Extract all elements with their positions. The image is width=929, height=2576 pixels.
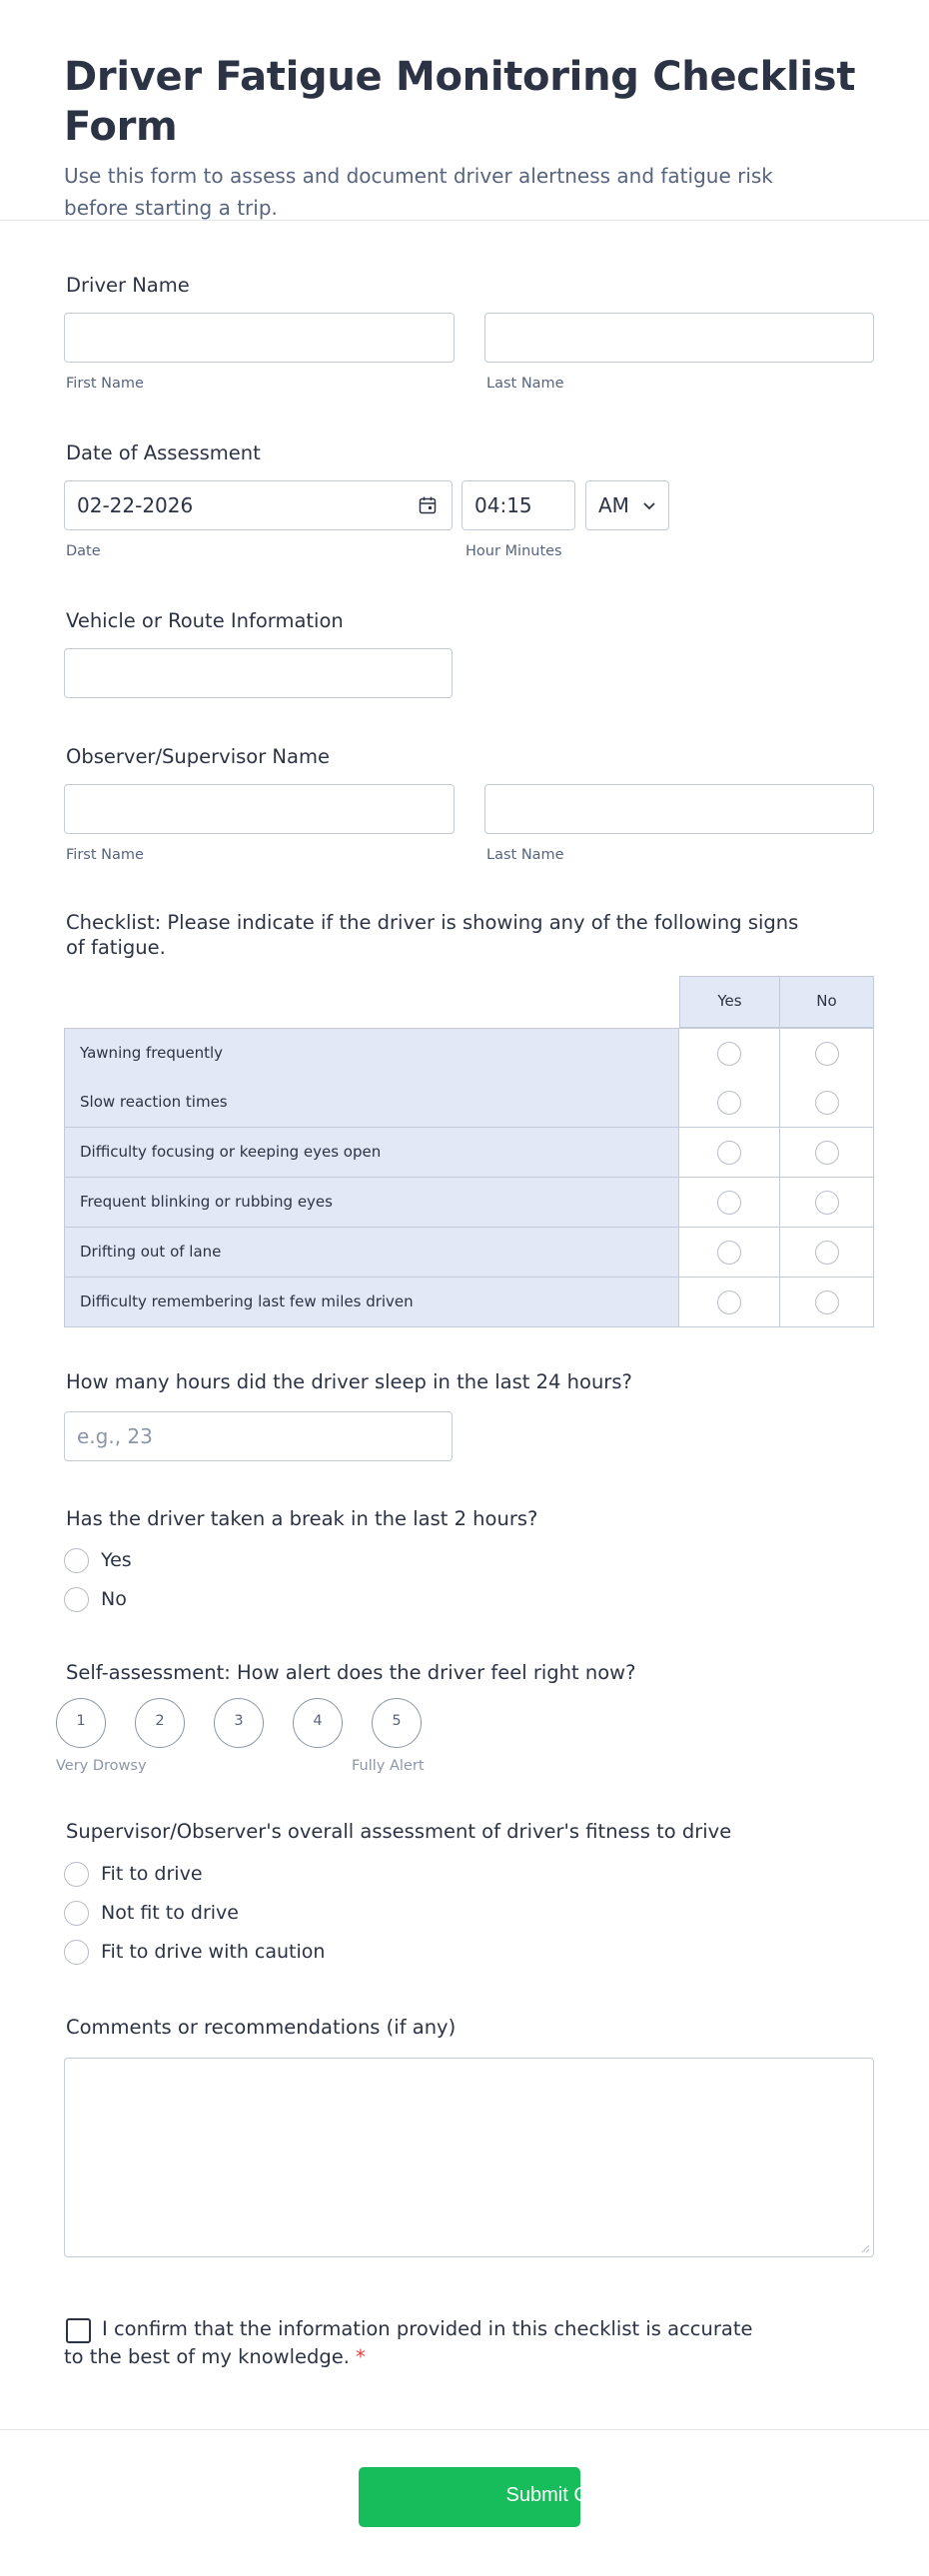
required-mark: *: [355, 2345, 366, 2368]
time-sublabel: Hour Minutes: [465, 543, 562, 559]
matrix-cell-yes: [679, 1278, 780, 1327]
fitness-option-not-fit-label: Not fit to drive: [101, 1902, 239, 1924]
matrix-row-label: Slow reaction times: [80, 1093, 228, 1111]
resize-grip-icon[interactable]: [860, 2243, 870, 2253]
scale-option-1[interactable]: [56, 1698, 106, 1748]
matrix-radio-yes[interactable]: [717, 1091, 741, 1115]
sleep-label: How many hours did the driver sleep in the last 24 hours?: [66, 1370, 632, 1393]
observer-first-name-input[interactable]: [64, 784, 455, 834]
checklist-label: Checklist: Please indicate if the driver is showing any of the following signs of fatigue.: [66, 911, 799, 959]
form-header: [0, 0, 929, 221]
matrix-row-label-cell: [64, 1178, 679, 1228]
date-input[interactable]: [64, 480, 453, 530]
matrix-header-no: [779, 976, 874, 1028]
break-option-no-label: No: [101, 1588, 127, 1610]
driver-name-label: Driver Name: [66, 274, 190, 297]
ampm-select[interactable]: [585, 480, 669, 530]
sleep-label-wrap: [64, 1368, 873, 1396]
matrix-row: [64, 1178, 874, 1228]
driver-first-name-input[interactable]: [64, 313, 455, 363]
scale-option-1-label: 1: [76, 1713, 86, 1729]
scale-option-2[interactable]: [135, 1698, 185, 1748]
matrix-cell-yes: [679, 1128, 780, 1178]
sleep-hours-input[interactable]: [64, 1411, 453, 1461]
radio-circle[interactable]: [64, 1587, 89, 1612]
scale-option-3[interactable]: [214, 1698, 264, 1748]
form-subtitle: Use this form to assess and document driver alertness and fatigue risk before starting a trip.: [64, 164, 773, 220]
observer-last-name-input[interactable]: [484, 784, 874, 834]
fitness-label-wrap: [64, 1818, 873, 1846]
matrix-row: [64, 1028, 874, 1078]
matrix-cell-yes: [679, 1029, 780, 1079]
radio-circle[interactable]: [64, 1940, 89, 1965]
driver-last-name-input[interactable]: [484, 313, 874, 363]
time-value: 04:15: [474, 493, 532, 517]
matrix-row-label-cell: [64, 1228, 679, 1278]
scale-option-3-label: 3: [234, 1713, 244, 1729]
submit-button[interactable]: [359, 2467, 655, 2527]
scale-option-5[interactable]: [372, 1698, 422, 1748]
date-sublabel: Date: [66, 543, 101, 559]
matrix-cell-no: [780, 1078, 874, 1128]
driver-name-label-wrap: [64, 272, 873, 300]
matrix-row-label-cell: [64, 1078, 679, 1128]
radio-circle[interactable]: [64, 1548, 89, 1573]
matrix-row: [64, 1128, 874, 1178]
matrix-cell-no: [780, 1029, 874, 1079]
self-assessment-label: Self-assessment: How alert does the driver feel right now?: [66, 1661, 636, 1684]
scale-option-4-label: 4: [313, 1713, 323, 1729]
matrix-row-label-cell: [64, 1128, 679, 1178]
matrix-row-label: Frequent blinking or rubbing eyes: [80, 1193, 333, 1211]
ampm-value: AM: [598, 493, 629, 517]
matrix-radio-no[interactable]: [815, 1290, 839, 1314]
time-input[interactable]: [462, 480, 575, 530]
fitness-option-caution-label: Fit to drive with caution: [101, 1941, 326, 1963]
driver-first-name-sublabel: First Name: [66, 376, 144, 392]
chevron-down-icon: [642, 499, 656, 513]
matrix-header-no-label: No: [816, 992, 837, 1010]
matrix-cell-no: [780, 1178, 874, 1228]
matrix-radio-no[interactable]: [815, 1241, 839, 1265]
date-label-wrap: [64, 439, 873, 467]
submit-button-label: Submit Checklist: [505, 2484, 655, 2506]
comments-textarea[interactable]: [64, 2058, 874, 2257]
matrix-row-label: Drifting out of lane: [80, 1243, 222, 1261]
matrix-cell-no: [780, 1128, 874, 1178]
confirm-text: I confirm that the information provided in this checklist is accurate to the best of my knowledge.: [64, 2317, 753, 2368]
matrix-row: [64, 1228, 874, 1278]
break-label-wrap: [64, 1505, 873, 1533]
observer-label: Observer/Supervisor Name: [66, 745, 330, 768]
matrix-radio-no[interactable]: [815, 1141, 839, 1165]
sleep-hours-placeholder: e.g., 23: [77, 1424, 153, 1448]
scale-min-label: Very Drowsy: [56, 1758, 147, 1774]
matrix-row-label: Difficulty remembering last few miles driven: [80, 1292, 414, 1310]
date-value: 02-22-2026: [77, 493, 194, 517]
matrix-header-yes: [679, 976, 780, 1028]
matrix-cell-yes: [679, 1078, 780, 1128]
matrix-row-label: Difficulty focusing or keeping eyes open: [80, 1143, 382, 1161]
footer-divider: [0, 2429, 929, 2430]
matrix-radio-yes[interactable]: [717, 1042, 741, 1066]
vehicle-label-wrap: [64, 607, 873, 635]
scale-max-label: Fully Alert: [352, 1758, 425, 1774]
self-assessment-label-wrap: [64, 1659, 873, 1687]
matrix-radio-no[interactable]: [815, 1191, 839, 1215]
observer-last-name-sublabel: Last Name: [486, 847, 564, 863]
break-label: Has the driver taken a break in the last 2 hours?: [66, 1507, 538, 1530]
matrix-cell-yes: [679, 1228, 780, 1278]
radio-circle[interactable]: [64, 1862, 89, 1887]
matrix-radio-no[interactable]: [815, 1091, 839, 1115]
scale-option-2-label: 2: [155, 1713, 165, 1729]
scale-option-5-label: 5: [392, 1713, 402, 1729]
matrix-radio-yes[interactable]: [717, 1141, 741, 1165]
checklist-label-wrap: [64, 910, 823, 960]
observer-first-name-sublabel: First Name: [66, 847, 144, 863]
matrix-radio-yes[interactable]: [717, 1191, 741, 1215]
comments-label-wrap: [64, 2014, 873, 2042]
matrix-row-label-cell: [64, 1029, 679, 1079]
scale-option-4[interactable]: [293, 1698, 343, 1748]
matrix-cell-no: [780, 1278, 874, 1327]
matrix-radio-yes[interactable]: [717, 1241, 741, 1265]
matrix-header-yes-label: Yes: [717, 992, 742, 1010]
fitness-option-fit-label: Fit to drive: [101, 1863, 203, 1885]
vehicle-label: Vehicle or Route Information: [66, 609, 344, 632]
matrix-cell-yes: [679, 1178, 780, 1228]
matrix-radio-yes[interactable]: [717, 1290, 741, 1314]
driver-last-name-sublabel: Last Name: [486, 376, 564, 392]
confirm-label: [64, 2315, 763, 2371]
vehicle-input[interactable]: [64, 648, 453, 698]
radio-circle[interactable]: [64, 1901, 89, 1926]
form-title: Driver Fatigue Monitoring Checklist Form: [64, 54, 856, 150]
calendar-icon[interactable]: [418, 495, 438, 515]
date-label: Date of Assessment: [66, 441, 261, 464]
matrix-row: [64, 1078, 874, 1128]
fitness-label: Supervisor/Observer's overall assessment of driver's fitness to drive: [66, 1820, 732, 1843]
matrix-row-label: Yawning frequently: [80, 1044, 224, 1062]
matrix-radio-no[interactable]: [815, 1042, 839, 1066]
observer-label-wrap: [64, 743, 873, 771]
matrix-row: [64, 1278, 874, 1327]
break-option-yes-label: Yes: [101, 1549, 132, 1571]
comments-label: Comments or recommendations (if any): [66, 2016, 457, 2039]
matrix-row-label-cell: [64, 1278, 679, 1327]
matrix-cell-no: [780, 1228, 874, 1278]
